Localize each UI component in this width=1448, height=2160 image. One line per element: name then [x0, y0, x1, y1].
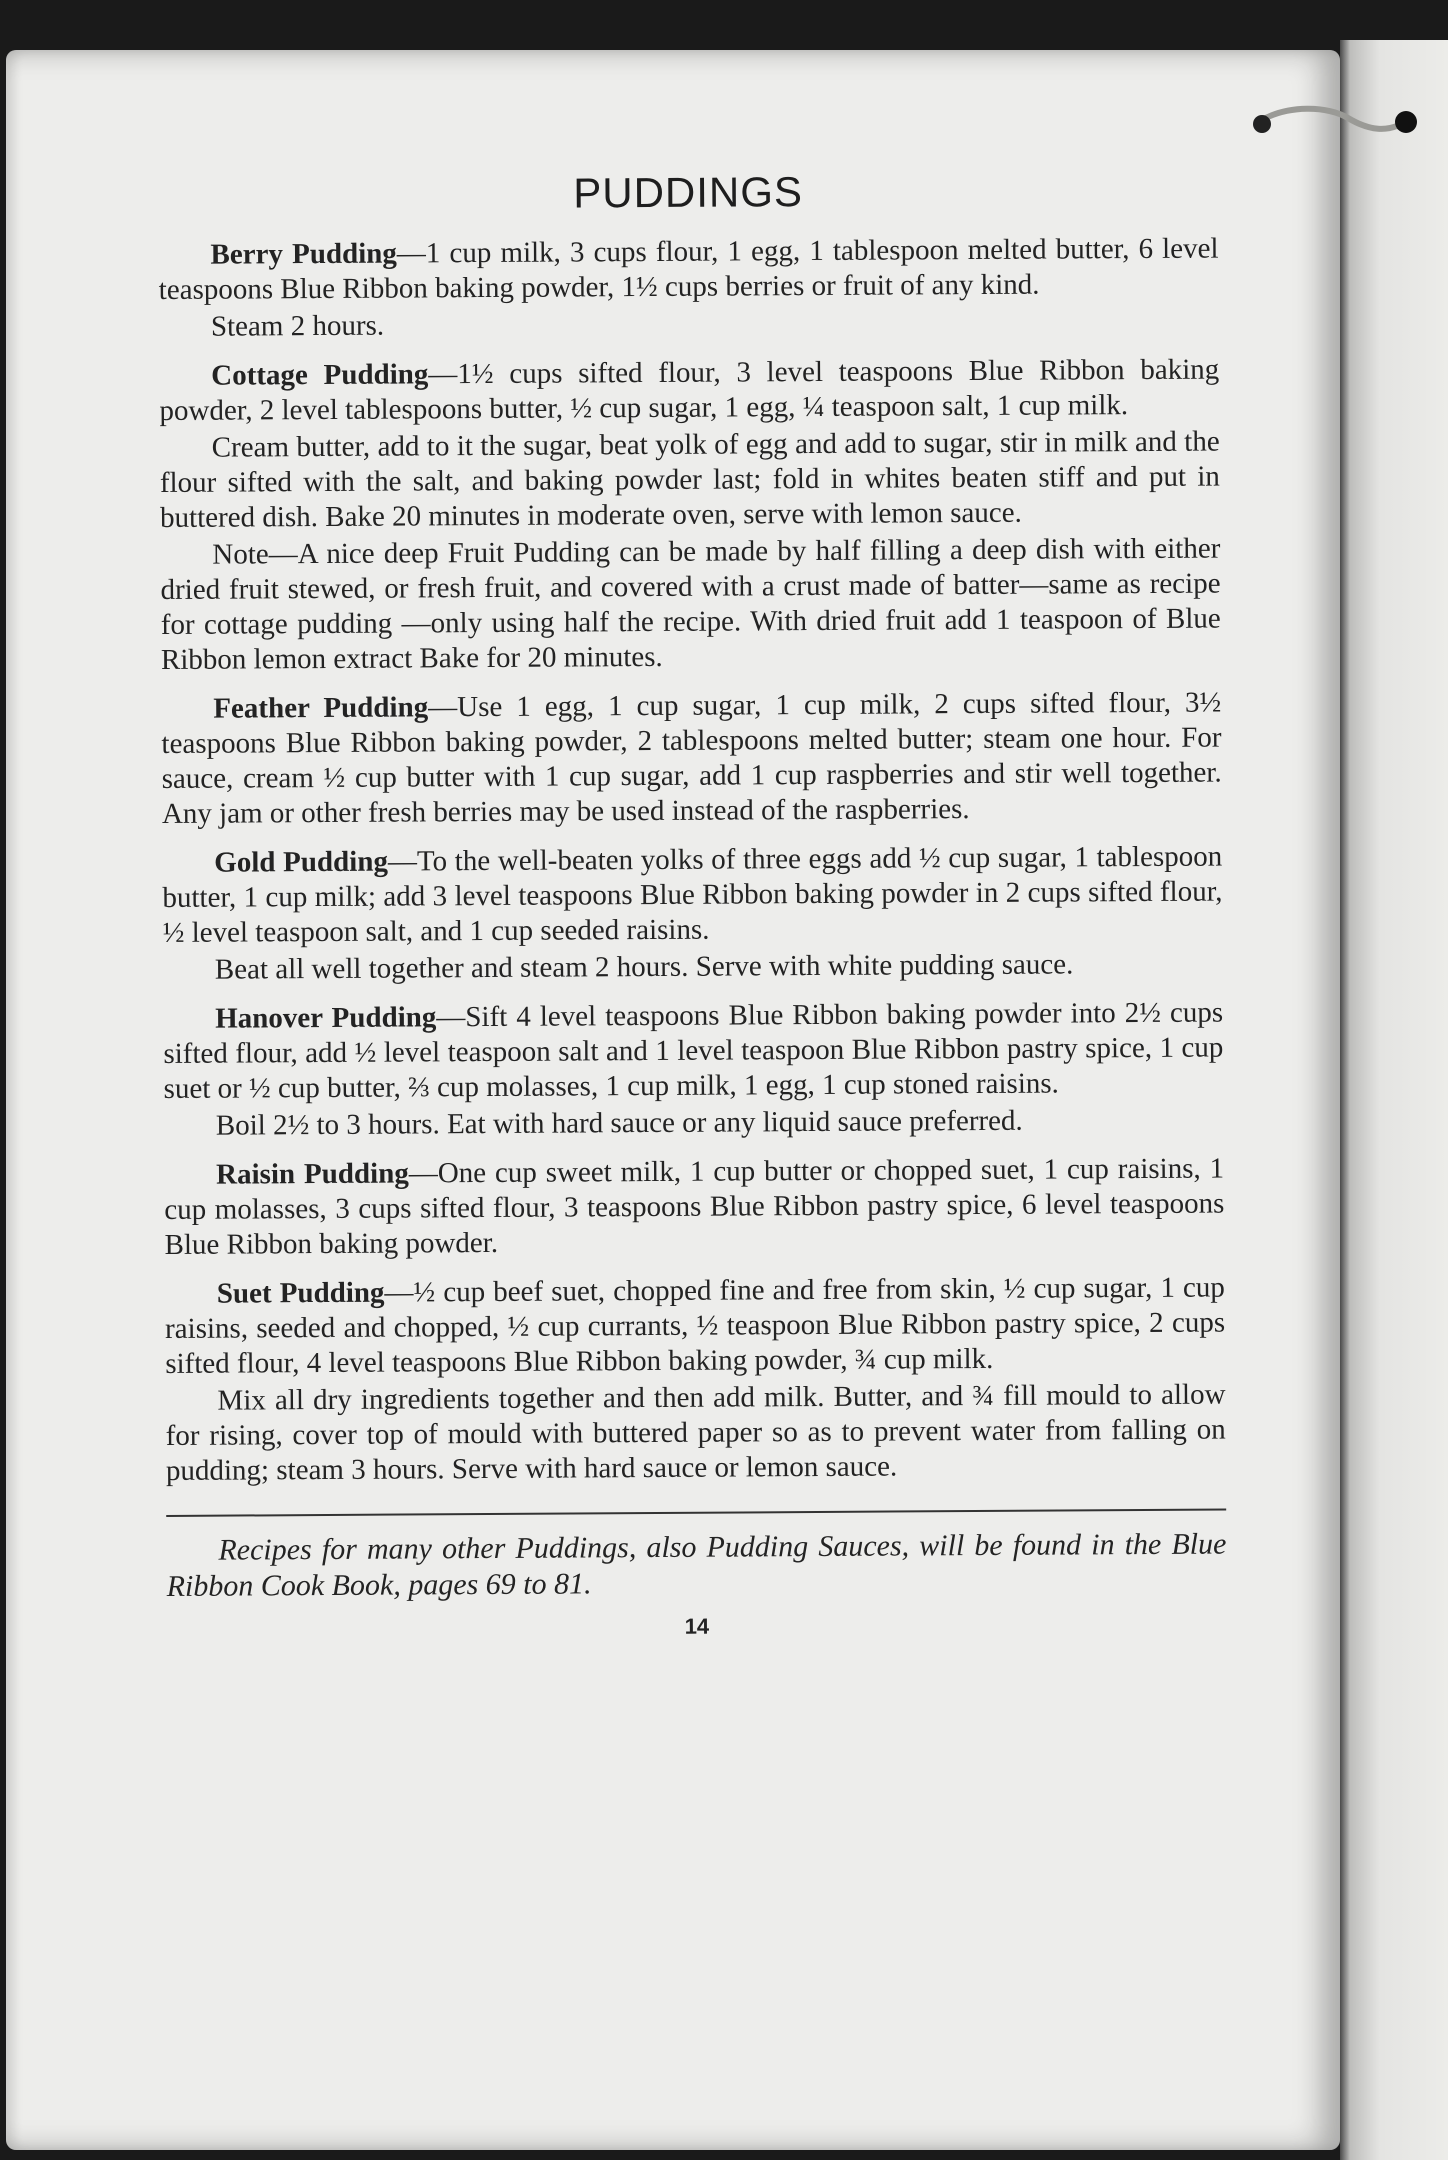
recipe-intro — [158, 232, 1218, 308]
binding-string-icon — [1248, 100, 1418, 140]
recipe-intro — [162, 840, 1223, 951]
page-number: 14 — [684, 1613, 710, 1639]
recipe-berry-pudding — [158, 232, 1219, 345]
recipe-name: Gold Pudding — [214, 845, 389, 879]
recipe-raisin-pudding — [164, 1152, 1225, 1263]
recipe-gold-pudding — [162, 840, 1223, 988]
page-title: PUDDINGS — [573, 168, 804, 217]
recipe-intro — [159, 353, 1219, 429]
footer-note: Recipes for many other Puddings, also Pudding Sauces, will be found in the Blue Ribbon Cook Book, pages 69 to 81. — [166, 1527, 1227, 1603]
recipe-suet-pudding — [165, 1271, 1226, 1489]
recipe-paragraph: Beat all well together and steam 2 hours. Serve with white pudding sauce. — [214, 948, 1074, 986]
recipe-feather-pudding — [161, 686, 1222, 832]
next-page-edge — [1340, 40, 1448, 2160]
page-content — [158, 166, 1227, 1643]
recipe-paragraph: Mix all dry ingredients together and then add milk. Butter, and ¾ fill mould to allow for rising, cover top of mould with buttered paper so as to prevent water from falling on pudding; steam 3 hours. Serve with hard sauce or lemon sauce. — [165, 1378, 1226, 1487]
recipe-hanover-pudding — [163, 996, 1224, 1144]
recipe-paragraph: Cream butter, add to it the sugar, beat yolk of egg and add to sugar, stir in milk and the flour sifted with the salt, and baking powder last; fold in whites beaten stiff and put in buttered dish. Bake 20 minutes in moderate oven, serve with lemon sauce. — [159, 425, 1220, 534]
recipe-ingredients: —One cup sweet milk, 1 cup butter or chopped suet, 1 cup raisins, 1 cup molasses, 3 cups sifted flour, 3 teaspoons Blue Ribbon pastry spice, 6 level teaspoons Blue Ribbon baking powder. — [164, 1152, 1225, 1261]
recipe-name: Berry Pudding — [210, 237, 397, 271]
recipe-paragraph: Steam 2 hours. — [210, 309, 385, 343]
recipe-cottage-pudding — [159, 353, 1221, 678]
divider — [166, 1508, 1226, 1516]
recipe-intro — [163, 996, 1224, 1107]
recipe-paragraph: Boil 2½ to 3 hours. Eat with hard sauce or any liquid sauce preferred. — [215, 1104, 1023, 1142]
recipe-intro — [161, 686, 1222, 832]
recipe-ingredients: —Use 1 egg, 1 cup sugar, 1 cup milk, 2 cups sifted flour, 3½ teaspoons Blue Ribbon baking powder, 2 tablespoons melted butter; steam one hour. For sauce, cream ½ cup butter with 1 cup sugar, add 1 cup raspberries and stir well together. Any jam or other fresh berries may be used instead of the raspberries. — [161, 686, 1222, 830]
recipe-intro — [165, 1271, 1226, 1382]
recipe-intro — [164, 1152, 1225, 1263]
recipe-name: Hanover Pudding — [215, 1001, 437, 1035]
recipe-note: Note—A nice deep Fruit Pudding can be made by half filling a deep dish with either dried fruit stewed, or fresh fruit, and covered with a crust made of batter—same as recipe for cottage pudding —only using half the recipe. With dried fruit add 1 teaspoon of Blue Ribbon lemon extract Bake for 20 minutes. — [160, 532, 1221, 676]
recipe-ingredients: —1½ cups sifted flour, 3 level teaspoons Blue Ribbon baking powder, 2 level tablespoons butter, ½ cup sugar, 1 egg, ¼ teaspoon salt, 1 cup milk. — [159, 353, 1220, 427]
recipe-ingredients: —½ cup beef suet, chopped fine and free from skin, ½ cup sugar, 1 cup raisins, seeded and chopped, ½ cup currants, ½ teaspoon Blue Ribbon pastry spice, 2 cups sifted flour, 4 level teaspoons Blue Ribbon baking powder, ¾ cup milk. — [164, 1271, 1226, 1380]
recipe-ingredients: —To the well-beaten yolks of three eggs add ½ cup sugar, 1 tablespoon butter, 1 cup milk; add 3 level teaspoons Blue Ribbon baking powder in 2 cups sifted flour, ½ level teaspoon salt, and 1 cup seeded raisins. — [162, 840, 1223, 949]
recipe-name: Suet Pudding — [216, 1276, 385, 1310]
recipe-ingredients: —1 cup milk, 3 cups flour, 1 egg, 1 tablespoon melted butter, 6 level teaspoons Blue Ribbon baking powder, 1½ cups berries or fruit of any kind. — [158, 232, 1219, 306]
recipe-name: Raisin Pudding — [216, 1157, 409, 1191]
recipe-ingredients: —Sift 4 level teaspoons Blue Ribbon baking powder into 2½ cups sifted flour, add ½ level teaspoon salt and 1 level teaspoon Blue Ribbon pastry spice, 1 cup suet or ½ cup butter, ⅔ cup molasses, 1 cup milk, 1 egg, 1 cup stoned raisins. — [163, 996, 1224, 1105]
recipe-name: Cottage Pudding — [211, 358, 429, 392]
recipe-name: Feather Pudding — [213, 691, 429, 725]
